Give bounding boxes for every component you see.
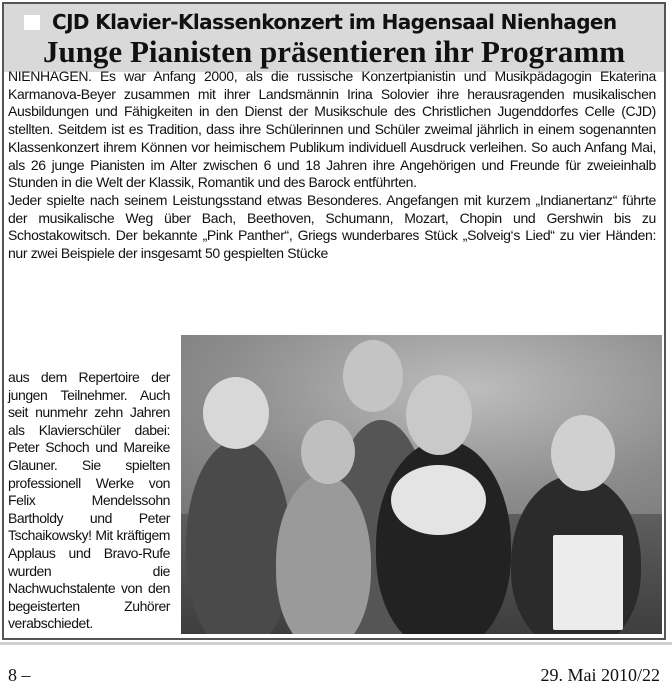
header-bar [4,4,664,72]
paragraph-program: Jeder spielte nach seinem Leistungsstand etwas Besonderes. Angefangen mit kurzem „Indianertanz“ führte der musikalische Weg über Bach, Beethoven, Schumann, Mozart, Chopin und Gershwin bis zu Schostakowitsch. Der bekannte „Pink Panther“, Griegs wunderbares Stück „Solveig‘s Lied“ zu vier Händen: nur zwei Beispiele der insgesamt 50 gespielten Stücke [8,191,656,262]
article-headline: Junge Pianisten präsentieren ihr Programm [42,34,626,69]
group-photo [181,335,662,634]
person-head [203,377,269,449]
paragraph-side-column: aus dem Repertoire der jungen Teilnehmer. Auch seit nunmehr zehn Jahren als Klavierschüler dabei: Peter Schoch und Mareike Glauner. Sie spielten professionell Werke von Felix Mendelssohn Bartholdy und Peter Tschaikowsky! Mit kräftigem Applaus und Bravo-Rufe wurden die Nachwuchstalente von den begeisterten Zuhörer verabschiedet. [8,369,170,632]
paragraph-intro: NIENHAGEN. Es war Anfang 2000, als die russische Konzertpianistin und Musikpädagogin Ekaterina Karmanova-Beyer zusammen mit ihrer Landsmännin Irina Solovier ihre herausragenden musikalischen Ausbildungen und Fähigkeiten in den Dienst der Musikschule des Christlichen Jugenddorfes Celle (CJD) stellten. Seitdem ist es Tradition, dass ihre Schülerinnen und Schüler zweimal jährlich in einem sogenannten Klassenkonzert ihrem Können vor heimischem Publikum individuell Ausdruck verleihen. So auch Anfang Mai, als 26 junge Pianisten im Alter zwischen 6 und 18 Jahren ihre Angehörigen und Freunde für zweieinhalb Stunden in die Welt der Klassik, Romantik und des Barock entführten. [8,68,656,191]
person-figure [186,440,291,634]
person-head [551,415,615,491]
kicker-square-icon [24,15,40,30]
page-number: 8 – [8,665,31,685]
person-head [301,420,355,484]
article-kicker: CJD Klavier-Klassenkonzert im Hagensaal Nienhagen [52,10,617,34]
issue-date: 29. Mai 2010/22 [540,665,660,685]
person-head [343,340,403,412]
article-body [8,68,656,263]
sheet-music [553,535,623,630]
person-head [406,375,472,455]
flower-bouquet [391,465,486,535]
